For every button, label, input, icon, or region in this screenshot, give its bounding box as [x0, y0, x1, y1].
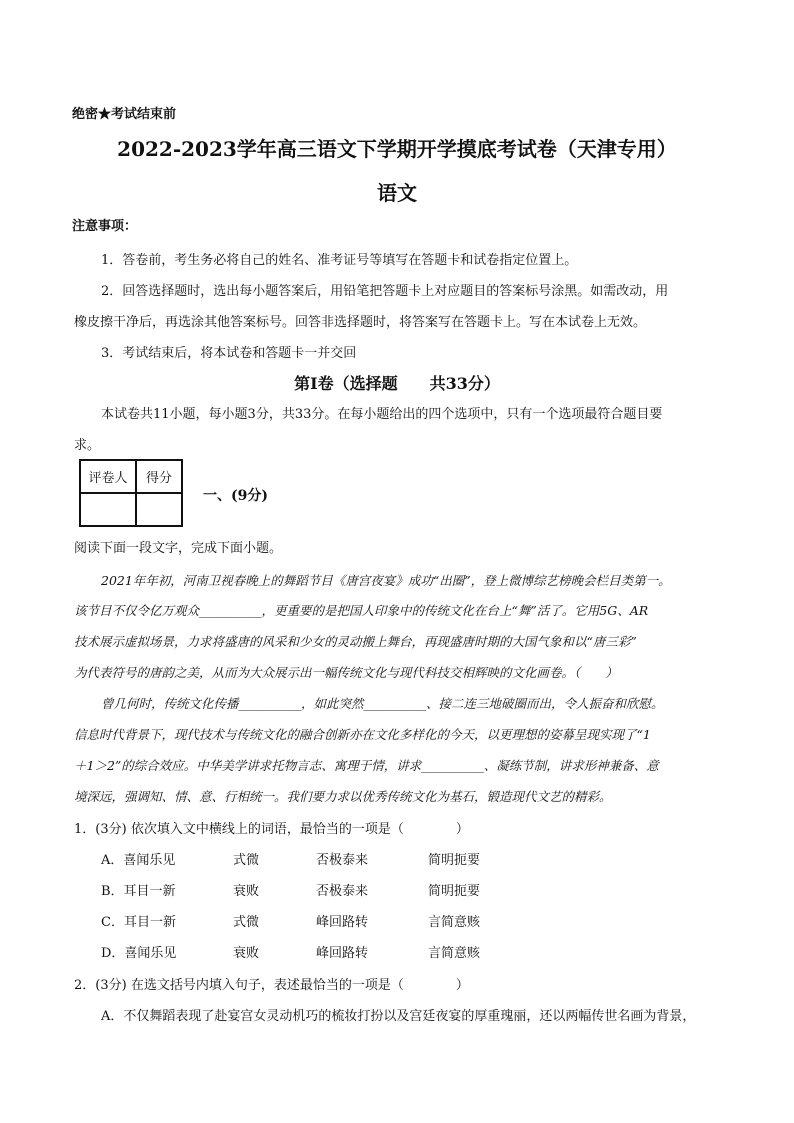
exam-title: 2022-2023学年高三语文下学期开学摸底考试卷（天津专用） [117, 137, 677, 161]
q1-option-c-4: 言简意赅 [428, 915, 481, 930]
question-2-stem: 2．(3分) 在选文括号内填入句子，表述最恰当的一项是（ ） [74, 978, 469, 993]
q1-option-b-4: 简明扼要 [428, 884, 481, 899]
score-box [79, 459, 183, 527]
q1-option-a-4: 简明扼要 [428, 853, 481, 868]
notice-item-2-line-1: 2．回答选择题时，选出每小题答案后，用铅笔把答题卡上对应题目的答案标号涂黑。如需改动，用 [101, 284, 669, 299]
confidential-label: 绝密★考试结束前 [72, 107, 177, 122]
notice-item-3: 3．考试结束后，将本试卷和答题卡一并交回 [101, 346, 357, 361]
section-1-desc-line-2: 求。 [74, 438, 101, 453]
q1-option-b-2: 衰败 [233, 884, 260, 899]
q1-option-b-3: 否极泰来 [316, 884, 369, 899]
q1-option-c-1: C．耳目一新 [101, 915, 176, 930]
section-1-desc-line-1: 本试卷共11小题，每小题3分，共33分。在每小题给出的四个选项中，只有一个选项最符合题目要 [101, 407, 663, 422]
part-1-label: 一、(9分) [203, 488, 268, 504]
section-1-title: 第Ⅰ卷（选择题 共33分） [294, 374, 500, 393]
passage-p2-line-3: ＋1＞2”的综合效应。中华美学讲求托物言志、寓理于情，讲求__________、凝练节制，讲求形神兼备、意 [74, 758, 659, 773]
passage-p1-line-3: 技术展示虚拟场景，力求将盛唐的风采和少女的灵动搬上舞台，再现盛唐时期的大国气象和以“唐三彩” [74, 634, 637, 649]
score-cell [136, 493, 182, 526]
grader-cell [80, 493, 136, 526]
q1-option-a-1: A．喜闻乐见 [101, 853, 176, 868]
score-label: 得分 [136, 460, 182, 493]
notice-item-2-line-2: 橡皮擦干净后，再选涂其他答案标号。回答非选择题时，将答案写在答题卡上。写在本试卷上无效。 [74, 315, 647, 330]
q1-option-c-2: 式微 [233, 915, 260, 930]
q1-option-a-2: 式微 [233, 853, 260, 868]
q2-option-a: A．不仅舞蹈表现了赴宴宫女灵动机巧的梳妆打扮以及宫廷夜宴的厚重瑰丽，还以两幅传世名画为背景， [101, 1009, 696, 1024]
notice-heading: 注意事项： [72, 219, 138, 234]
passage-p1-line-1: 2021年年初，河南卫视春晚上的舞蹈节目《唐宫夜宴》成功“出圈”，登上微博综艺榜晚会栏目类第一。 [101, 573, 671, 588]
q1-option-b-1: B．耳目一新 [101, 884, 176, 899]
grader-label: 评卷人 [80, 460, 136, 493]
q1-option-a-3: 否极泰来 [316, 853, 369, 868]
passage-p2-line-4: 境深远，强调知、情、意、行相统一。我们要力求以优秀传统文化为基石，锻造现代文艺的精彩。 [74, 789, 612, 804]
question-1-stem: 1．(3分) 依次填入文中横线上的词语，最恰当的一项是（ ） [74, 822, 469, 837]
q1-option-c-3: 峰回路转 [316, 915, 369, 930]
reading-instruction: 阅读下面一段文字，完成下面小题。 [74, 541, 283, 556]
passage-p2-line-1: 曾几何时，传统文化传播__________，如此突然__________、接二连三地破圈而出，令人振奋和欣慰。 [101, 696, 664, 711]
passage-p1-line-4: 为代表符号的唐韵之美，从而为大众展示出一幅传统文化与现代科技交相辉映的文化画卷。（ ） [74, 665, 618, 680]
passage-p2-line-2: 信息时代背景下，现代技术与传统文化的融合创新亦在文化多样化的今天，以更理想的姿幕呈现实现了“1 [74, 727, 651, 742]
q1-option-d-4: 言简意赅 [428, 946, 481, 961]
subject-title: 语文 [377, 181, 417, 205]
passage-p1-line-2: 该节目不仅令亿万观众__________，更重要的是把国人印象中的传统文化在台上“舞”活了。它用5G、AR [74, 603, 649, 618]
q1-option-d-3: 峰回路转 [316, 946, 369, 961]
q1-option-d-1: D．喜闻乐见 [101, 946, 177, 961]
q1-option-d-2: 衰败 [233, 946, 260, 961]
notice-item-1: 1．答卷前，考生务必将自己的姓名、准考证号等填写在答题卡和试卷指定位置上。 [101, 253, 578, 268]
